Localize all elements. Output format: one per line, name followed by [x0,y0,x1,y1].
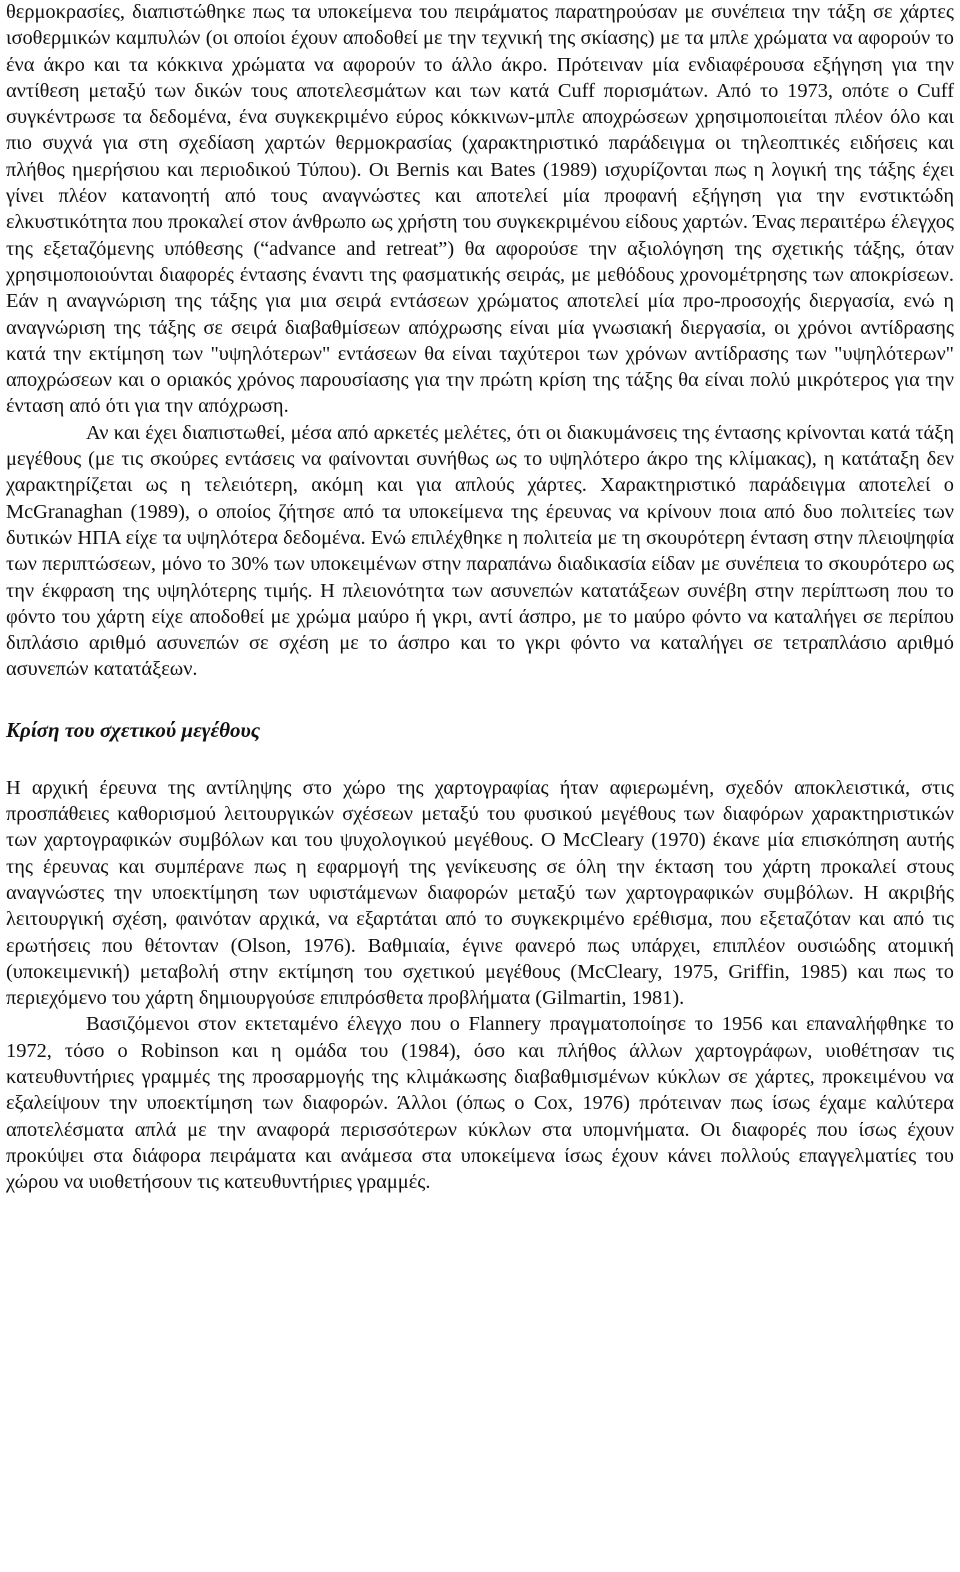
section-heading: Κρίση του σχετικού μεγέθους [6,717,261,742]
paragraph-intensity-ranking: Αν και έχει διαπιστωθεί, μέσα από αρκετές μελέτες, ότι οι διακυμάνσεις της έντασης κρίνονται κατά τάξη μεγέθους (με τις σκούρες εντάσεις να φαίνονται συνήθως ως το υψηλότερο άκρο της κλίμακας), η κατάταξη δεν χαρακτηρίζεται ως η τελειότερη, ακόμη και για απλούς χάρτες. Χαρακτηριστικό παράδειγμα αποτελεί ο McGranaghan (1989), ο οποίος ζήτησε από τα υποκείμενα της έρευνας να κρίνουν ποια από δυο πολιτείες των δυτικών ΗΠΑ είχε τα υψηλότερα δεδομένα. Ενώ επιλέχθηκε η πολιτεία με τη σκουρότερη ένταση στην πλειοψηφία των περιπτώσεων, μόνο το 30% των υποκειμένων στην παραπάνω διαδικασία είδαν με συνέπεια το σκουρότερο ως την έκφραση της υψηλότερης τιμής. Η πλειονότητα των ασυνεπών κατατάξεων συνέβη στην περίπτωση που το φόντο του χάρτη είχε αποδοθεί με χρώμα μαύρο ή γκρι, αντί άσπρο, με το μαύρο φόντο να καταλήγει σε περίπου διπλάσιο αριθμό ασυνεπών σε σχέση με το άσπρο και το γκρι φόντο να καταλήγει σε τετραπλάσιο αριθμό ασυνεπών κατατάξεων. [6,421,954,681]
paragraph-color-order: θερμοκρασίες, διαπιστώθηκε πως τα υποκείμενα του πειράματος παρατηρούσαν με συνέπεια την τάξη σε χάρτες ισοθερμικών καμπυλών (οι οποίοι έχουν αποδοθεί με την τεχνική της σκίασης) με τα μπλε χρώματα να αφορούν το ένα άκρο και τα κόκκινα χρώματα να αφορούν το άλλο άκρο. Πρότειναν μία ενδιαφέρουσα εξήγηση για την αντίθεση μεταξύ των δικών τους αποτελεσμάτων και των κατά Cuff πορισμάτων. Από το 1973, οπότε ο Cuff συγκέντρωσε τα δεδομένα, ένα συγκεκριμένο εύρος κόκκινων-μπλε αποχρώσεων χρησιμοποιείται πλέον όλο και πιο συχνά για στη σχεδίαση χαρτών θερμοκρασίας (χαρακτηριστικό παράδειγμα οι τηλεοπτικές ειδήσεις και πλήθος ημερήσιου και περιοδικού Τύπου). Οι Bernis και Bates (1989) ισχυρίζονται πως η λογική της τάξης έχει γίνει πλέον κατανοητή από τους αναγνώστες και αποτελεί μία προφανή εξήγηση για την ενστικτώδη ελκυστικότητα που προκαλεί στον άνθρωπο ως χρήστη του συγκεκριμένου είδους χαρτών. Ένας περαιτέρω έλεγχος της εξεταζόμενης υπόθεσης (“advance and retreat”) θα αφορούσε την αξιολόγηση της σχετικής τάξης, όταν χρησιμοποιούνται διαφορές έντασης έναντι της φασματικής σειράς, με μεθόδους χρονομέτρησης των αποκρίσεων. Εάν η αναγνώριση της τάξης για μια σειρά εντάσεων χρώματος αποτελεί μία προ-προσοχής διεργασία, ενώ η αναγνώριση της τάξης σε σειρά διαβαθμίσεων απόχρωσης είναι μία γνωσιακή διεργασία, οι χρόνοι αντίδρασης κατά την εκτίμηση των "υψηλότερων" εντάσεων θα είναι ταχύτεροι των χρόνων αντίδρασης των "υψηλότερων" αποχρώσεων και ο οριακός χρόνος παρουσίασης για την πρώτη κρίση της τάξης θα είναι πολύ μικρότερος για την ένταση από ότι για την απόχρωση. [6,1,954,418]
paragraph-size-perception: Η αρχική έρευνα της αντίληψης στο χώρο της χαρτογραφίας ήταν αφιερωμένη, σχεδόν αποκλειστικά, στις προσπάθειες καθορισμού λειτουργικών σχέσεων μεταξύ του φυσικού μεγέθους των διαφόρων χαρακτηριστικών των χαρτογραφικών συμβόλων και του ψυχολογικού μεγέθους. Ο McCleary (1970) έκανε μία επισκόπηση αυτής της έρευνας και συμπέρανε πως η εφαρμογή της γενίκευσης σε όλη την έκταση του χάρτη προκαλεί στους αναγνώστες την υποεκτίμηση των υφιστάμενων διαφορών μεταξύ των χαρτογραφικών συμβόλων. Η ακριβής λειτουργική σχέση, φαινόταν αρχικά, να εξαρτάται από το συγκεκριμένο ερέθισμα, που εξεταζόταν και από τις ερωτήσεις που θέτονταν (Olson, 1976). Βαθμιαία, έγινε φανερό πως υπάρχει, επιπλέον ουσιώδης ατομική (υποκειμενική) μεταβολή στην εκτίμηση του σχετικού μεγέθους (McCleary, 1975, Griffin, 1985) και πως το περιεχόμενο του χάρτη δημιουργούσε επιπρόσθετα προβλήματα (Gilmartin, 1981). [6,776,954,1010]
paragraph-flannery-scaling: Βασιζόμενοι στον εκτεταμένο έλεγχο που ο Flannery πραγματοποίησε το 1956 και επαναλήφθηκε το 1972, τόσο ο Robinson και η ομάδα του (1984), όσο και πλήθος άλλων χαρτογράφων, υιοθέτησαν τις κατευθυντήριες γραμμές της προσαρμογής της κλιμάκωσης διαβαθμισμένων κύκλων σε χάρτες, προκειμένου να εξαλείψουν την υποεκτίμηση των διαφορών. Άλλοι (όπως ο Cox, 1976) πρότειναν πως ίσως έχαμε καλύτερα αποτελέσματα απλά με την αναφορά περισσότερων κύκλων στα υπομνήματα. Οι διαφορές που ίσως έχουν προκύψει στα διάφορα πειράματα και ανάμεσα στα υποκείμενα ίσως έχουν κάνει πολλούς επαγγελματίες του χώρου να υιοθετήσουν τις κατευθυντήριες γραμμές. [6,1013,954,1194]
